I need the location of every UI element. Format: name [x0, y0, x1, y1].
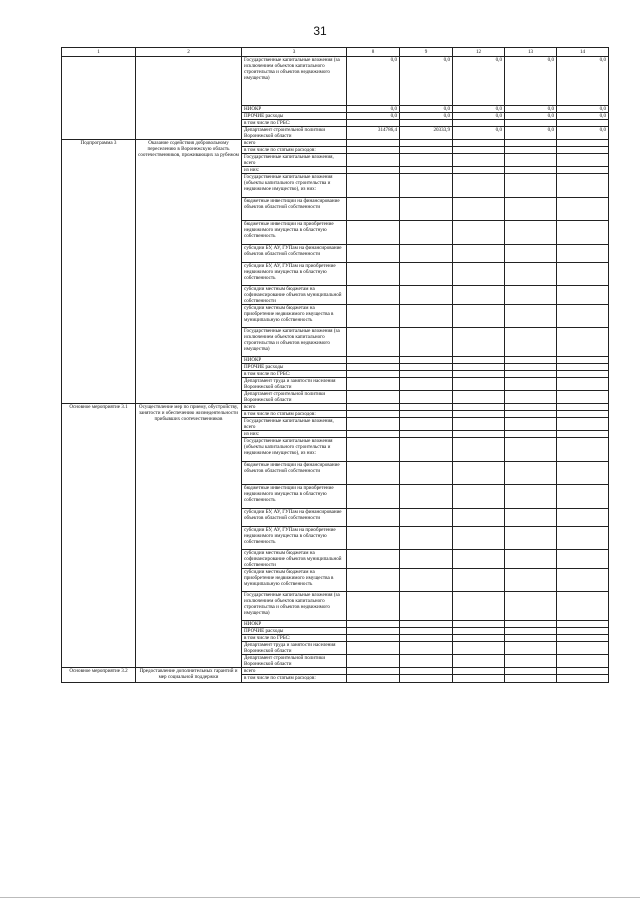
value-cell	[557, 635, 609, 642]
value-cell	[557, 174, 609, 198]
value-cell	[505, 154, 557, 167]
value-cell: 0,0	[505, 127, 557, 140]
value-cell	[400, 418, 453, 431]
value-cell	[557, 364, 609, 371]
value-cell	[557, 328, 609, 357]
value-cell	[347, 391, 400, 404]
expense-label-cell: субсидии местным бюджетам на приобретение недвижимого имущества в муниципальную собственность	[242, 305, 347, 328]
value-cell	[505, 569, 557, 592]
value-cell	[453, 411, 505, 418]
value-cell	[347, 328, 400, 357]
value-cell	[557, 621, 609, 628]
value-cell	[400, 167, 453, 174]
expense-label-cell: субсидии БУ, АУ, ГУПам на финансирование объектов областной собственности	[242, 509, 347, 527]
value-cell	[557, 371, 609, 378]
value-cell	[505, 167, 557, 174]
value-cell	[400, 550, 453, 569]
value-cell	[505, 328, 557, 357]
value-cell	[453, 221, 505, 245]
expense-label-cell: НИОКР	[242, 106, 347, 113]
value-cell	[347, 635, 400, 642]
value-cell	[453, 642, 505, 655]
value-cell	[557, 378, 609, 391]
value-cell	[347, 462, 400, 485]
value-cell	[400, 328, 453, 357]
value-cell	[453, 286, 505, 305]
value-cell	[557, 167, 609, 174]
value-cell	[557, 154, 609, 167]
expense-label-cell: всего	[242, 668, 347, 675]
value-cell: 0,0	[453, 57, 505, 106]
value-cell	[505, 305, 557, 328]
table-row	[62, 404, 609, 411]
value-cell	[505, 462, 557, 485]
value-cell	[505, 655, 557, 668]
value-cell	[453, 621, 505, 628]
value-cell	[347, 147, 400, 154]
value-cell	[505, 174, 557, 198]
value-cell	[505, 509, 557, 527]
value-cell	[505, 221, 557, 245]
expense-label-cell: в том числе по статьям расходов:	[242, 411, 347, 418]
value-cell	[453, 328, 505, 357]
budget-table	[61, 47, 609, 683]
column-header: 9	[400, 48, 453, 57]
value-cell	[400, 668, 453, 675]
value-cell: 0,0	[347, 113, 400, 120]
value-cell	[453, 371, 505, 378]
value-cell	[347, 154, 400, 167]
value-cell: 0,0	[400, 57, 453, 106]
value-cell	[453, 462, 505, 485]
value-cell	[453, 527, 505, 550]
expense-label-cell: из них:	[242, 431, 347, 438]
value-cell	[557, 411, 609, 418]
value-cell	[400, 655, 453, 668]
value-cell: 0,0	[505, 113, 557, 120]
value-cell	[505, 628, 557, 635]
value-cell	[400, 245, 453, 263]
expense-label-cell: субсидии местным бюджетам на софинансирование объектов муниципальной собственности	[242, 286, 347, 305]
column-header: 8	[347, 48, 400, 57]
value-cell	[400, 198, 453, 221]
expense-label-cell: Государственные капитальные вложения (за исключением объектов капитального строительства и объектов недвижимого имущества)	[242, 57, 347, 106]
expense-label-cell: всего	[242, 140, 347, 147]
value-cell	[453, 509, 505, 527]
value-cell	[505, 378, 557, 391]
value-cell: 0,0	[557, 127, 609, 140]
value-cell: 20333,9	[400, 127, 453, 140]
value-cell	[400, 527, 453, 550]
value-cell	[347, 550, 400, 569]
value-cell	[505, 527, 557, 550]
expense-label-cell: в том числе по статьям расходов:	[242, 147, 347, 154]
value-cell: 314786,4	[347, 127, 400, 140]
value-cell	[347, 167, 400, 174]
value-cell	[453, 418, 505, 431]
value-cell: 0,0	[400, 106, 453, 113]
column-header: 1	[62, 48, 136, 57]
expense-label-cell: в том числе по ГРБС:	[242, 120, 347, 127]
value-cell	[505, 485, 557, 509]
value-cell	[557, 462, 609, 485]
value-cell	[453, 438, 505, 462]
page-bottom-edge	[0, 897, 640, 898]
value-cell	[453, 120, 505, 127]
value-cell	[400, 286, 453, 305]
value-cell	[505, 675, 557, 683]
value-cell	[400, 675, 453, 683]
value-cell	[505, 438, 557, 462]
program-name-cell	[136, 57, 242, 140]
value-cell	[505, 245, 557, 263]
value-cell: 0,0	[557, 106, 609, 113]
value-cell	[557, 527, 609, 550]
value-cell	[400, 462, 453, 485]
value-cell	[557, 628, 609, 635]
value-cell: 0,0	[347, 106, 400, 113]
value-cell	[400, 621, 453, 628]
value-cell	[347, 418, 400, 431]
value-cell	[557, 655, 609, 668]
value-cell	[347, 675, 400, 683]
expense-label-cell: субсидии БУ, АУ, ГУПам на приобретение недвижимого имущества в областную собственность	[242, 527, 347, 550]
expense-label-cell: Департамент труда и занятости населения Воронежской области	[242, 642, 347, 655]
value-cell	[400, 174, 453, 198]
expense-label-cell: субсидии местным бюджетам на софинансирование объектов муниципальной собственности	[242, 550, 347, 569]
value-cell	[400, 431, 453, 438]
program-status-cell: Основное мероприятие 3.2	[62, 668, 136, 683]
value-cell	[557, 357, 609, 364]
value-cell	[400, 635, 453, 642]
value-cell	[400, 391, 453, 404]
value-cell	[557, 509, 609, 527]
value-cell	[347, 245, 400, 263]
value-cell	[400, 120, 453, 127]
value-cell	[347, 286, 400, 305]
program-name-cell: Предоставление дополнительных гарантий и мер социальной поддержки	[136, 668, 242, 683]
table-row	[62, 668, 609, 675]
value-cell	[400, 147, 453, 154]
value-cell	[347, 305, 400, 328]
expense-label-cell: из них:	[242, 167, 347, 174]
value-cell	[453, 391, 505, 404]
value-cell	[453, 174, 505, 198]
value-cell	[453, 569, 505, 592]
value-cell	[505, 120, 557, 127]
table-row	[62, 57, 609, 106]
value-cell	[557, 485, 609, 509]
value-cell	[505, 431, 557, 438]
value-cell	[347, 642, 400, 655]
value-cell	[453, 628, 505, 635]
value-cell	[505, 621, 557, 628]
value-cell	[347, 569, 400, 592]
value-cell	[347, 357, 400, 364]
expense-label-cell: бюджетные инвестиции на финансирование объектов областной собственности	[242, 198, 347, 221]
value-cell	[347, 527, 400, 550]
expense-label-cell: в том числе по статьям расходов:	[242, 675, 347, 683]
value-cell	[347, 655, 400, 668]
value-cell	[400, 364, 453, 371]
expense-label-cell: бюджетные инвестиции на приобретение недвижимого имущества в областную собственность	[242, 221, 347, 245]
value-cell	[453, 485, 505, 509]
value-cell	[557, 550, 609, 569]
value-cell	[453, 198, 505, 221]
value-cell	[505, 140, 557, 147]
value-cell	[400, 140, 453, 147]
value-cell	[505, 642, 557, 655]
value-cell	[400, 404, 453, 411]
value-cell	[400, 628, 453, 635]
value-cell	[400, 569, 453, 592]
value-cell	[400, 357, 453, 364]
expense-label-cell: субсидии БУ, АУ, ГУПам на приобретение недвижимого имущества в областную собственность	[242, 263, 347, 286]
value-cell	[505, 404, 557, 411]
value-cell	[400, 485, 453, 509]
expense-label-cell: ПРОЧИЕ расходы	[242, 113, 347, 120]
value-cell	[453, 635, 505, 642]
expense-label-cell: бюджетные инвестиции на приобретение недвижимого имущества в областную собственность	[242, 485, 347, 509]
value-cell	[453, 357, 505, 364]
value-cell	[453, 675, 505, 683]
value-cell	[347, 198, 400, 221]
expense-label-cell: Государственные капитальные вложения (объекты капитального строительства и недвижимое имущество), из них:	[242, 174, 347, 198]
expense-label-cell: НИОКР	[242, 621, 347, 628]
value-cell	[505, 592, 557, 621]
value-cell	[453, 147, 505, 154]
expense-label-cell: ПРОЧИЕ расходы	[242, 628, 347, 635]
expense-label-cell: Департамент строительной политики Воронежской области	[242, 391, 347, 404]
value-cell	[400, 411, 453, 418]
column-header-row	[62, 48, 609, 57]
expense-label-cell: бюджетные инвестиции на финансирование объектов областной собственности	[242, 462, 347, 485]
value-cell: 0,0	[505, 57, 557, 106]
value-cell: 0,0	[347, 57, 400, 106]
value-cell	[400, 154, 453, 167]
value-cell	[557, 147, 609, 154]
value-cell	[557, 286, 609, 305]
column-header: 2	[136, 48, 242, 57]
value-cell	[557, 198, 609, 221]
expense-label-cell: Государственные капитальные вложения, всего	[242, 154, 347, 167]
value-cell	[400, 642, 453, 655]
column-header: 14	[557, 48, 609, 57]
value-cell	[557, 438, 609, 462]
value-cell	[347, 592, 400, 621]
value-cell	[347, 371, 400, 378]
column-header: 3	[242, 48, 347, 57]
value-cell	[400, 221, 453, 245]
expense-label-cell: в том числе по ГРБС:	[242, 371, 347, 378]
table-row	[62, 140, 609, 147]
value-cell	[453, 364, 505, 371]
value-cell	[505, 635, 557, 642]
value-cell	[453, 305, 505, 328]
value-cell	[453, 167, 505, 174]
value-cell	[347, 263, 400, 286]
value-cell	[557, 569, 609, 592]
expense-label-cell: Департамент строительной политики Воронежской области	[242, 127, 347, 140]
value-cell	[347, 668, 400, 675]
value-cell	[347, 431, 400, 438]
value-cell	[557, 391, 609, 404]
value-cell	[505, 198, 557, 221]
value-cell	[400, 305, 453, 328]
value-cell: 0,0	[557, 113, 609, 120]
value-cell	[400, 509, 453, 527]
value-cell	[557, 221, 609, 245]
expense-label-cell: Государственные капитальные вложения (за исключением объектов капитального строительства и объектов недвижимого имущества)	[242, 328, 347, 357]
value-cell	[453, 550, 505, 569]
program-status-cell	[62, 57, 136, 140]
expense-label-cell: всего	[242, 404, 347, 411]
program-status-cell: Основное мероприятие 3.1	[62, 404, 136, 668]
value-cell	[347, 438, 400, 462]
value-cell	[505, 357, 557, 364]
value-cell	[557, 642, 609, 655]
expense-label-cell: Департамент строительной политики Воронежской области	[242, 655, 347, 668]
value-cell	[505, 371, 557, 378]
value-cell	[400, 378, 453, 391]
expense-label-cell: субсидии местным бюджетам на приобретение недвижимого имущества в муниципальную собственность	[242, 569, 347, 592]
value-cell	[347, 485, 400, 509]
value-cell	[347, 621, 400, 628]
expense-label-cell: Государственные капитальные вложения (объекты капитального строительства и недвижимое имущество), из них:	[242, 438, 347, 462]
value-cell	[557, 592, 609, 621]
value-cell	[505, 286, 557, 305]
expense-label-cell: Государственные капитальные вложения, всего	[242, 418, 347, 431]
value-cell	[347, 174, 400, 198]
value-cell	[347, 378, 400, 391]
value-cell	[453, 378, 505, 391]
value-cell	[557, 668, 609, 675]
value-cell	[347, 221, 400, 245]
value-cell: 0,0	[453, 127, 505, 140]
value-cell	[505, 391, 557, 404]
value-cell	[453, 154, 505, 167]
value-cell	[400, 263, 453, 286]
value-cell	[557, 140, 609, 147]
value-cell	[557, 120, 609, 127]
value-cell	[557, 675, 609, 683]
value-cell	[347, 120, 400, 127]
program-status-cell: Подпрограмма 3	[62, 140, 136, 404]
column-header: 13	[505, 48, 557, 57]
value-cell	[505, 668, 557, 675]
expense-label-cell: НИОКР	[242, 357, 347, 364]
value-cell	[453, 140, 505, 147]
value-cell	[400, 592, 453, 621]
value-cell	[453, 404, 505, 411]
value-cell	[453, 263, 505, 286]
program-name-cell: Осуществление мер по приему, обустройству, занятости и обеспечению жизнедеятельности прибывших соотечественников	[136, 404, 242, 668]
value-cell	[505, 364, 557, 371]
value-cell	[453, 431, 505, 438]
value-cell: 0,0	[453, 106, 505, 113]
value-cell	[505, 550, 557, 569]
value-cell	[557, 404, 609, 411]
value-cell	[557, 418, 609, 431]
value-cell	[347, 628, 400, 635]
value-cell	[347, 364, 400, 371]
page-number: 31	[313, 24, 327, 38]
value-cell	[505, 263, 557, 286]
value-cell: 0,0	[505, 106, 557, 113]
expense-label-cell: в том числе по ГРБС:	[242, 635, 347, 642]
value-cell	[453, 668, 505, 675]
value-cell	[453, 592, 505, 621]
expense-label-cell: Государственные капитальные вложения (за исключением объектов капитального строительства и объектов недвижимого имущества)	[242, 592, 347, 621]
program-name-cell: Оказание содействия добровольному переселению в Воронежскую область соотечественников, проживающих за рубежом	[136, 140, 242, 404]
value-cell	[347, 404, 400, 411]
value-cell	[505, 418, 557, 431]
value-cell: 0,0	[453, 113, 505, 120]
value-cell	[400, 438, 453, 462]
value-cell	[557, 431, 609, 438]
expense-label-cell: Департамент труда и занятости населения Воронежской области	[242, 378, 347, 391]
value-cell: 0,0	[557, 57, 609, 106]
value-cell	[557, 263, 609, 286]
column-header: 12	[453, 48, 505, 57]
value-cell	[347, 509, 400, 527]
value-cell	[400, 371, 453, 378]
value-cell	[505, 411, 557, 418]
expense-label-cell: ПРОЧИЕ расходы	[242, 364, 347, 371]
value-cell	[453, 655, 505, 668]
value-cell	[505, 147, 557, 154]
value-cell	[347, 411, 400, 418]
value-cell: 0,0	[400, 113, 453, 120]
value-cell	[453, 245, 505, 263]
value-cell	[557, 305, 609, 328]
value-cell	[347, 140, 400, 147]
value-cell	[557, 245, 609, 263]
expense-label-cell: субсидии БУ, АУ, ГУПам на финансирование объектов областной собственности	[242, 245, 347, 263]
